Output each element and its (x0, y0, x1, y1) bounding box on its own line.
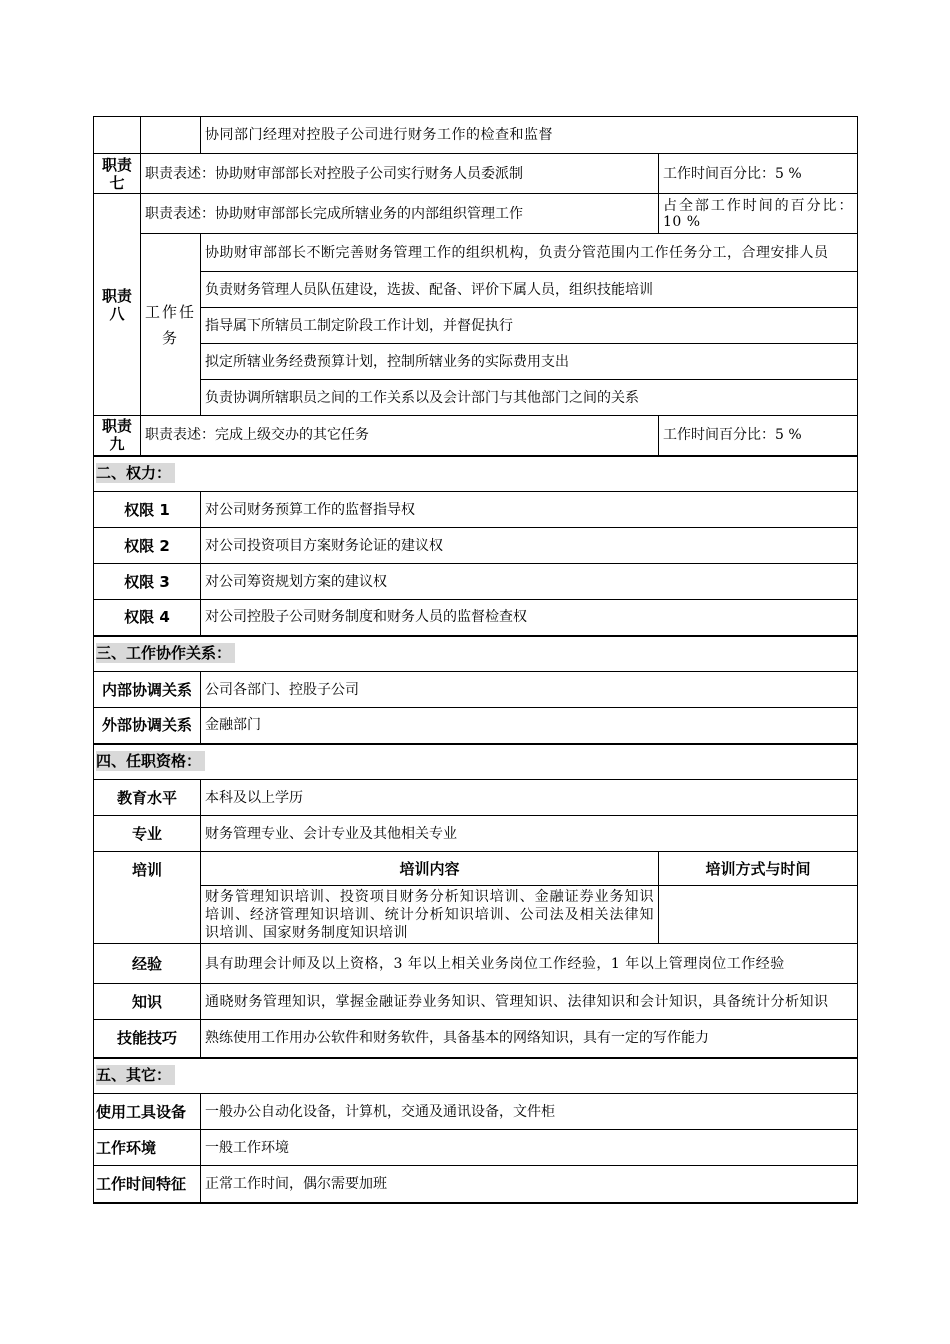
duty7-percent: 工作时间百分比：5 % (659, 154, 858, 194)
power-row (94, 528, 858, 564)
tools-label: 使用工具设备 (94, 1094, 201, 1130)
work-time-row (94, 1166, 858, 1203)
knowledge-row (94, 984, 858, 1020)
environment-row (94, 1130, 858, 1166)
power-row (94, 564, 858, 600)
power-4-text: 对公司控股子公司财务制度和财务人员的监督检查权 (201, 600, 858, 636)
education-row (94, 780, 858, 816)
duty9-percent: 工作时间百分比：5 % (659, 416, 858, 456)
work-time-label: 工作时间特征 (94, 1166, 201, 1203)
duty9-desc: 职责表述：完成上级交办的其它任务 (141, 416, 659, 456)
duty8-task-row (94, 308, 858, 344)
duty8-tasks-label: 工作任务 (141, 234, 201, 416)
relations-section-title: 三、工作协作关系： (94, 636, 858, 672)
relations-internal-row (94, 672, 858, 708)
external-relations-text: 金融部门 (201, 708, 858, 744)
duty8-percent: 占全部工作时间的百分比：10 % (659, 194, 858, 234)
knowledge-label: 知识 (94, 984, 201, 1020)
power-1-label: 权限 1 (94, 492, 201, 528)
power-3-label: 权限 3 (94, 564, 201, 600)
job-description-table (93, 116, 858, 1204)
environment-label: 工作环境 (94, 1130, 201, 1166)
power-2-label: 权限 2 (94, 528, 201, 564)
job-description-page (93, 116, 857, 1204)
training-method (659, 886, 858, 944)
experience-row (94, 944, 858, 984)
internal-relations-text: 公司各部门、控股子公司 (201, 672, 858, 708)
duty7-task-row (94, 117, 858, 154)
duty8-task-5: 负责协调所辖职员之间的工作关系以及会计部门与其他部门之间的关系 (201, 380, 858, 416)
training-row (94, 886, 858, 944)
experience-text: 具有助理会计师及以上资格，3 年以上相关业务岗位工作经验，1 年以上管理岗位工作经验 (201, 944, 858, 984)
major-label: 专业 (94, 816, 201, 852)
duty8-task-row (94, 234, 858, 272)
work-time-text: 正常工作时间，偶尔需要加班 (201, 1166, 858, 1203)
duty8-desc-row (94, 194, 858, 234)
duty8-task-row (94, 272, 858, 308)
power-row (94, 492, 858, 528)
external-relations-label: 外部协调关系 (94, 708, 201, 744)
power-2-text: 对公司投资项目方案财务论证的建议权 (201, 528, 858, 564)
education-text: 本科及以上学历 (201, 780, 858, 816)
training-content: 财务管理知识培训、投资项目财务分析知识培训、金融证券业务知识培训、经济管理知识培训、统计分析知识培训、公司法及相关法律知识培训、国家财务制度知识培训 (201, 886, 659, 944)
power-1-text: 对公司财务预算工作的监督指导权 (201, 492, 858, 528)
duty8-task-4: 拟定所辖业务经费预算计划，控制所辖业务的实际费用支出 (201, 344, 858, 380)
training-content-header: 培训内容 (201, 852, 659, 886)
skills-text: 熟练使用工作用办公软件和财务软件，具备基本的网络知识，具有一定的写作能力 (201, 1020, 858, 1058)
power-3-text: 对公司筹资规划方案的建议权 (201, 564, 858, 600)
duty8-task-1: 协助财审部部长不断完善财务管理工作的组织机构，负责分管范围内工作任务分工，合理安排人员 (201, 234, 858, 272)
other-section-row (94, 1058, 858, 1094)
power-row (94, 600, 858, 636)
internal-relations-label: 内部协调关系 (94, 672, 201, 708)
duty8-task-3: 指导属下所辖员工制定阶段工作计划，并督促执行 (201, 308, 858, 344)
training-method-header: 培训方式与时间 (659, 852, 858, 886)
major-text: 财务管理专业、会计专业及其他相关专业 (201, 816, 858, 852)
tools-text: 一般办公自动化设备，计算机，交通及通讯设备，文件柜 (201, 1094, 858, 1130)
environment-text: 一般工作环境 (201, 1130, 858, 1166)
tools-row (94, 1094, 858, 1130)
qualification-section-row (94, 744, 858, 780)
duty8-task-row (94, 380, 858, 416)
qualification-section-title: 四、任职资格： (94, 744, 858, 780)
power-section-row (94, 456, 858, 492)
power-4-label: 权限 4 (94, 600, 201, 636)
duty8-task-row (94, 344, 858, 380)
duty7-desc: 职责表述：协助财审部部长对控股子公司实行财务人员委派制 (141, 154, 659, 194)
other-section-title: 五、其它： (94, 1058, 858, 1094)
training-header-row (94, 852, 858, 886)
duty7-row (94, 154, 858, 194)
duty8-desc: 职责表述：协助财审部部长完成所辖业务的内部组织管理工作 (141, 194, 659, 234)
relations-section-row (94, 636, 858, 672)
major-row (94, 816, 858, 852)
education-label: 教育水平 (94, 780, 201, 816)
duty7-label: 职责七 (94, 154, 141, 194)
duty8-task-2: 负责财务管理人员队伍建设，选拔、配备、评价下属人员，组织技能培训 (201, 272, 858, 308)
training-label: 培训 (94, 852, 201, 944)
knowledge-text: 通晓财务管理知识，掌握金融证券业务知识、管理知识、法律知识和会计知识，具备统计分析知识 (201, 984, 858, 1020)
duty9-label: 职责九 (94, 416, 141, 456)
duty8-label: 职责八 (94, 194, 141, 416)
relations-external-row (94, 708, 858, 744)
duty7-task-text: 协同部门经理对控股子公司进行财务工作的检查和监督 (201, 117, 858, 154)
duty9-row (94, 416, 858, 456)
skills-label: 技能技巧 (94, 1020, 201, 1058)
experience-label: 经验 (94, 944, 201, 984)
power-section-title: 二、权力： (94, 456, 858, 492)
skills-row (94, 1020, 858, 1058)
